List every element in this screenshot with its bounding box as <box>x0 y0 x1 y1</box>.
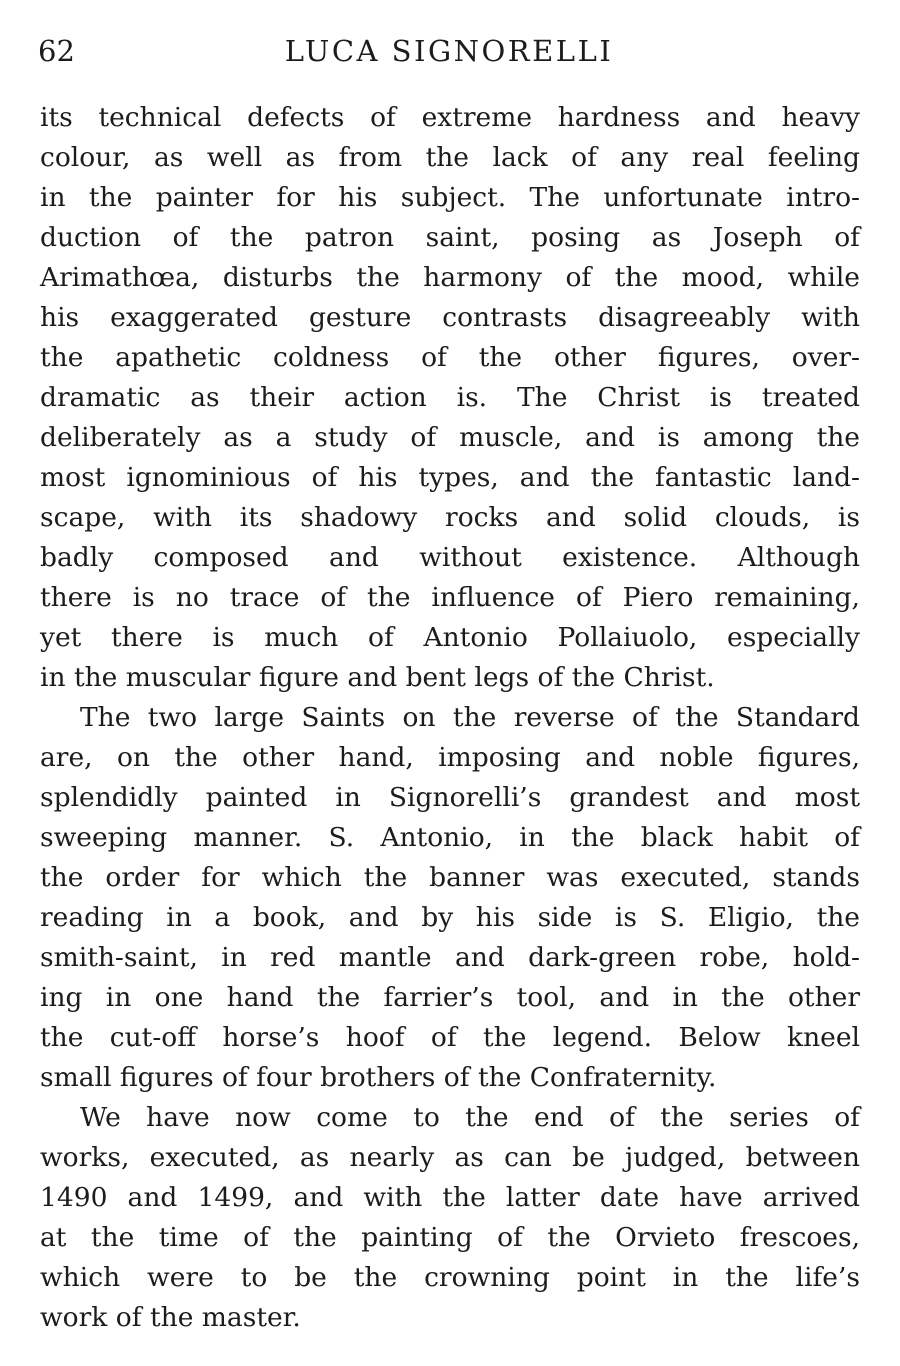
text-line: Arimathœa, disturbs the harmony of the mood, while <box>40 262 860 293</box>
text-line: there is no trace of the influence of Piero remaining, <box>40 582 860 613</box>
paragraph-1 <box>40 98 860 698</box>
text-line: the apathetic coldness of the other figures, over- <box>40 342 860 373</box>
text-line: at the time of the painting of the Orvieto frescoes, <box>40 1222 860 1253</box>
text-line: are, on the other hand, imposing and noble figures, <box>40 742 860 773</box>
text-line: which were to be the crowning point in the life’s <box>40 1262 860 1293</box>
page-number: 62 <box>38 34 75 68</box>
text-line: work of the master. <box>40 1302 301 1333</box>
text-line: splendidly painted in Signorelli’s grandest and most <box>40 782 860 813</box>
text-line: reading in a book, and by his side is S. Eligio, the <box>40 902 860 933</box>
text-line: in the muscular figure and bent legs of the Christ. <box>40 662 715 693</box>
text-line: small figures of four brothers of the Confraternity. <box>40 1062 717 1093</box>
text-line: The two large Saints on the reverse of the Standard <box>80 702 860 733</box>
text-line: in the painter for his subject. The unfortunate intro- <box>40 182 860 213</box>
text-line: scape, with its shadowy rocks and solid clouds, is <box>40 502 860 533</box>
text-line: the cut-off horse’s hoof of the legend. Below kneel <box>40 1022 860 1053</box>
text-line: colour, as well as from the lack of any real feeling <box>40 142 860 173</box>
text-line: most ignominious of his types, and the fantastic land- <box>40 462 860 493</box>
text-line: dramatic as their action is. The Christ is treated <box>40 382 860 413</box>
text-line: the order for which the banner was executed, stands <box>40 862 860 893</box>
text-line: ing in one hand the farrier’s tool, and in the other <box>40 982 860 1013</box>
text-line: smith-saint, in red mantle and dark-green robe, hold- <box>40 942 860 973</box>
text-line: duction of the patron saint, posing as Joseph of <box>40 222 860 253</box>
text-line: yet there is much of Antonio Pollaiuolo, especially <box>40 622 860 653</box>
paragraph-2 <box>40 698 860 1098</box>
text-line: works, executed, as nearly as can be judged, between <box>40 1142 860 1173</box>
body-text <box>40 98 860 1338</box>
text-line: sweeping manner. S. Antonio, in the black habit of <box>40 822 860 853</box>
text-line: 1490 and 1499, and with the latter date have arrived <box>40 1182 860 1213</box>
text-line: badly composed and without existence. Although <box>40 542 860 573</box>
running-title: LUCA SIGNORELLI <box>284 34 614 68</box>
paragraph-3 <box>40 1098 860 1338</box>
text-line: We have now come to the end of the series of <box>80 1102 860 1133</box>
running-head <box>38 26 860 76</box>
text-line: deliberately as a study of muscle, and is among the <box>40 422 860 453</box>
text-line: its technical defects of extreme hardness and heavy <box>40 102 860 133</box>
text-line: his exaggerated gesture contrasts disagreeably with <box>40 302 860 333</box>
